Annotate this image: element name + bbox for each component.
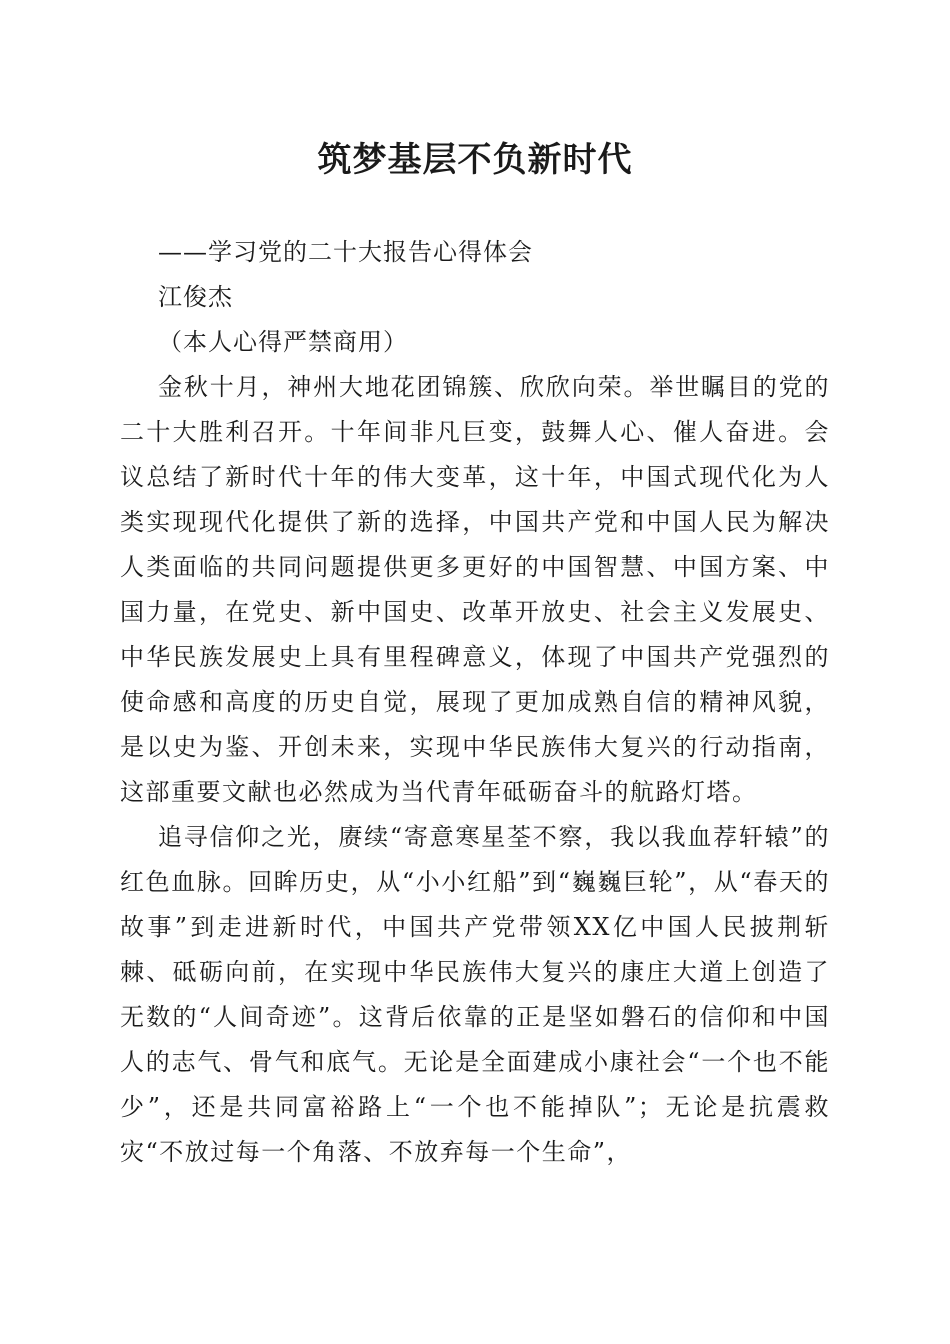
document-body [120, 230, 830, 1175]
document-title: 筑梦基层不负新时代 [317, 140, 633, 180]
document-author: 江俊杰 [158, 283, 233, 311]
document-subtitle: ——学习党的二十大报告心得体会 [158, 238, 533, 266]
body-paragraph-2: 追寻信仰之光，赓续“寄意寒星荃不察，我以我血荐轩辕”的红色血脉。回眸历史，从“小小红船”到“巍巍巨轮”，从“春天的故事”到走进新时代，中国共产党带领XX亿中国人民披荆斩棘、砥砺向前，在实现中华民族伟大复兴的康庄大道上创造了无数的“人间奇迹”。这背后依靠的正是坚如磐石的信仰和中国人的志气、骨气和底气。无论是全面建成小康社会“一个也不能少”，还是共同富裕路上“一个也不能掉队”；无论是抗震救灾“不放过每一个角落、不放弃每一个生命”， [120, 823, 830, 1166]
body-paragraph-1: 金秋十月，神州大地花团锦簇、欣欣向荣。举世瞩目的党的二十大胜利召开。十年间非凡巨变，鼓舞人心、催人奋进。会议总结了新时代十年的伟大变革，这十年，中国式现代化为人类实现现代化提供了新的选择，中国共产党和中国人民为解决人类面临的共同问题提供更多更好的中国智慧、中国方案、中国力量，在党史、新中国史、改革开放史、社会主义发展史、中华民族发展史上具有里程碑意义，体现了中国共产党强烈的使命感和高度的历史自觉，展现了更加成熟自信的精神风貌，是以史为鉴、开创未来，实现中华民族伟大复兴的行动指南，这部重要文献也必然成为当代青年砥砺奋斗的航路灯塔。 [120, 373, 830, 806]
document-note: （本人心得严禁商用） [158, 328, 408, 356]
